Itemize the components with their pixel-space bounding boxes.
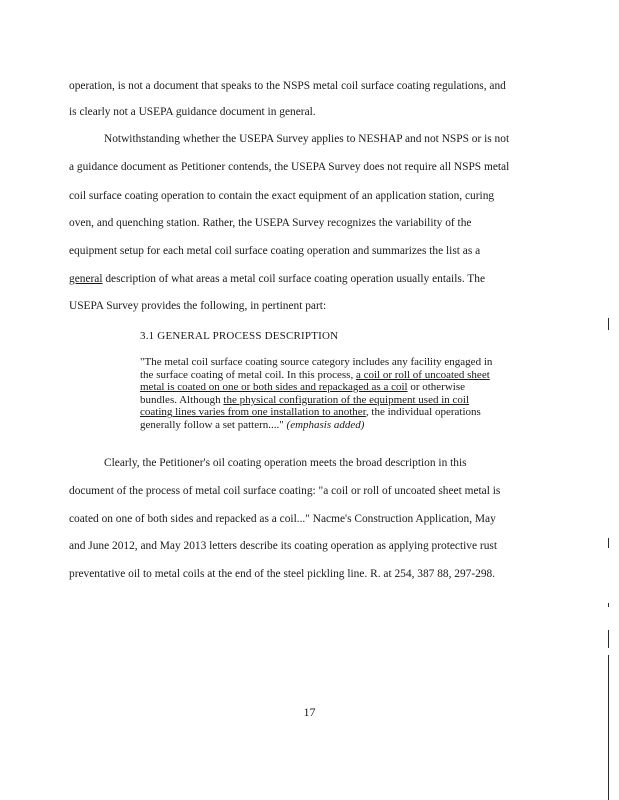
body-text-line: operation, is not a document that speaks to the NSPS metal coil surface coating regulations, and (69, 80, 506, 92)
scan-mark (608, 655, 609, 800)
quote-line (140, 419, 535, 432)
underlined-text: the physical configuration of the equipment used in coil (223, 393, 470, 406)
underlined-text: a coil or roll of uncoated sheet (355, 368, 490, 381)
body-text-line: is clearly not a USEPA guidance document in general. (69, 106, 316, 118)
scan-mark (608, 603, 609, 607)
underlined-word: general (69, 273, 103, 285)
body-text-line: coil surface coating operation to contain the exact equipment of an application station, curing (69, 190, 495, 202)
body-text-line: document of the process of metal coil surface coating: "a coil or roll of uncoated sheet metal is (69, 485, 501, 497)
body-text-line: Notwithstanding whether the USEPA Survey applies to NESHAP and not NSPS or is not (104, 133, 510, 145)
body-text-line: Clearly, the Petitioner's oil coating operation meets the broad description in this (104, 457, 467, 469)
quote-line (140, 381, 535, 394)
underlined-text: coating lines varies from one installation to another (140, 406, 366, 419)
body-text-line: coated on one of both sides and repacked as a coil..." Nacme's Construction Application, May (69, 513, 496, 525)
body-text-line: preventative oil to metal coils at the end of the steel pickling line. R. at 254, 387 88, 297-298. (69, 568, 496, 580)
body-text-line: and June 2012, and May 2013 letters describe its coating operation as applying protective rust (69, 540, 497, 552)
body-text-line: oven, and quenching station. Rather, the USEPA Survey recognizes the variability of the (69, 217, 472, 229)
quote-heading: 3.1 GENERAL PROCESS DESCRIPTION (140, 330, 339, 342)
text-span: or otherwise (407, 381, 466, 394)
underlined-text: metal is coated on one or both sides and repackaged as a coil (140, 381, 408, 394)
block-quote (140, 356, 535, 432)
text-span: generally follow a set pattern...." (140, 418, 287, 431)
body-text-line: USEPA Survey provides the following, in pertinent part: (69, 300, 327, 312)
scan-mark (608, 538, 609, 548)
scan-mark (608, 318, 609, 330)
body-text-line (69, 272, 539, 286)
quote-line (140, 406, 535, 419)
scan-mark (608, 630, 609, 648)
text-span: description of what areas a metal coil surface coating operation usually entails. The (102, 273, 486, 285)
text-span: , the individual operations (365, 406, 481, 419)
text-span: bundles. Although (140, 393, 224, 406)
text-span: the surface coating of metal coil. In this process, (140, 368, 356, 381)
emphasis-note: (emphasis added) (286, 418, 365, 431)
body-text-line: equipment setup for each metal coil surface coating operation and summarizes the list as a (69, 245, 481, 257)
body-text-line: a guidance document as Petitioner contends, the USEPA Survey does not require all NSPS metal (69, 161, 510, 173)
quote-line (140, 369, 535, 382)
page-number: 17 (303, 705, 316, 719)
quote-line (140, 394, 535, 407)
quote-line: "The metal coil surface coating source category includes any facility engaged in (140, 356, 493, 368)
